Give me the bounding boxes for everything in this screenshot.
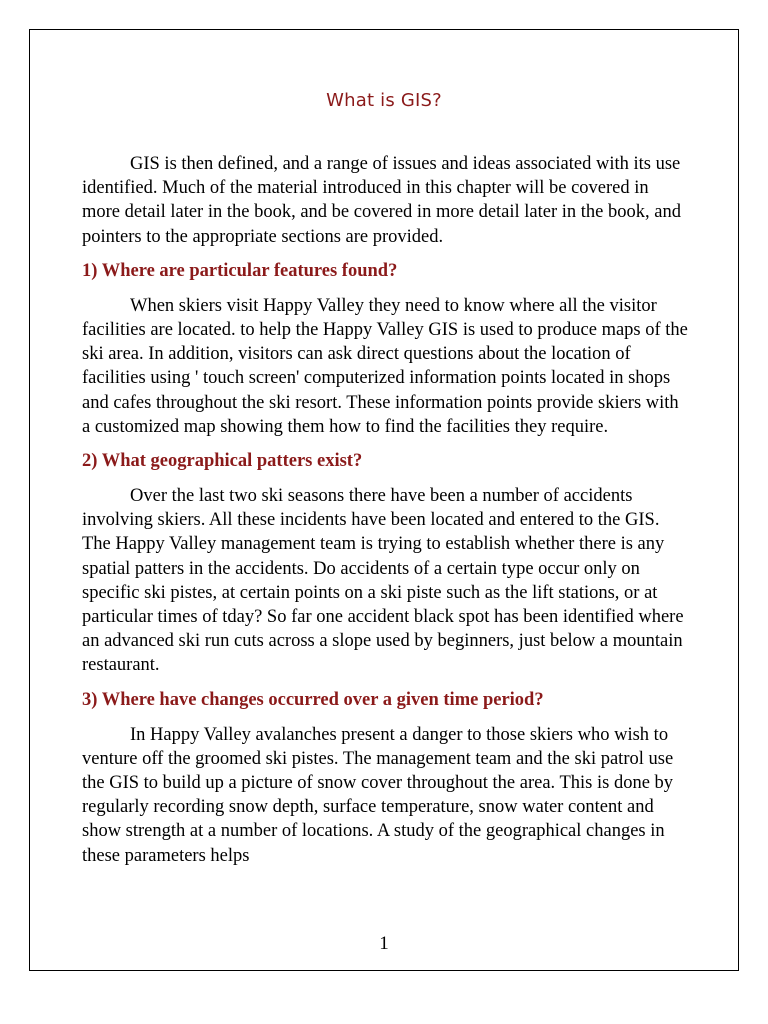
page-number: 1	[379, 933, 389, 954]
section-heading-features: 1) Where are particular features found?	[82, 260, 398, 281]
section-paragraph-patterns: Over the last two ski seasons there have been a number of accidents involving skiers. All these incidents have been located and entered to the GIS. The Happy Valley management team is trying to establish whether there is any spatial patters in the accidents. Do accidents of a certain type occur only on specific ski pistes, at certain points on a ski piste such as the lift stations, or at particular times of tday? So far one accident black spot has been identified where an advanced ski run cuts across a slope used by beginners, just below a mountain restaurant.	[82, 486, 684, 676]
intro-paragraph: GIS is then defined, and a range of issues and ideas associated with its use identified. Much of the material introduced in this chapter will be covered in more detail later in the book, and be covered in more detail later in the book, and pointers to the appropriate sections are provided.	[82, 154, 681, 247]
section-heading-patterns: 2) What geographical patters exist?	[82, 451, 363, 472]
section-heading-changes: 3) Where have changes occurred over a given time period?	[82, 689, 544, 710]
section-paragraph-changes: In Happy Valley avalanches present a danger to those skiers who wish to venture off the groomed ski pistes. The management team and the ski patrol use the GIS to build up a picture of snow cover throughout the area. This is done by regularly recording snow depth, surface temperature, snow water content and show strength at a number of locations. A study of the geographical changes in these parameters helps	[82, 724, 674, 866]
document-body	[82, 152, 688, 868]
section-paragraph-features: When skiers visit Happy Valley they need to know where all the visitor facilities are located. to help the Happy Valley GIS is used to produce maps of the ski area. In addition, visitors can ask direct questions about the location of facilities using ' touch screen' computerized information points located in shops and cafes throughout the ski resort. These information points provide skiers with a customized map showing them how to find the facilities they require.	[82, 295, 688, 437]
page-title: What is GIS?	[326, 90, 442, 111]
